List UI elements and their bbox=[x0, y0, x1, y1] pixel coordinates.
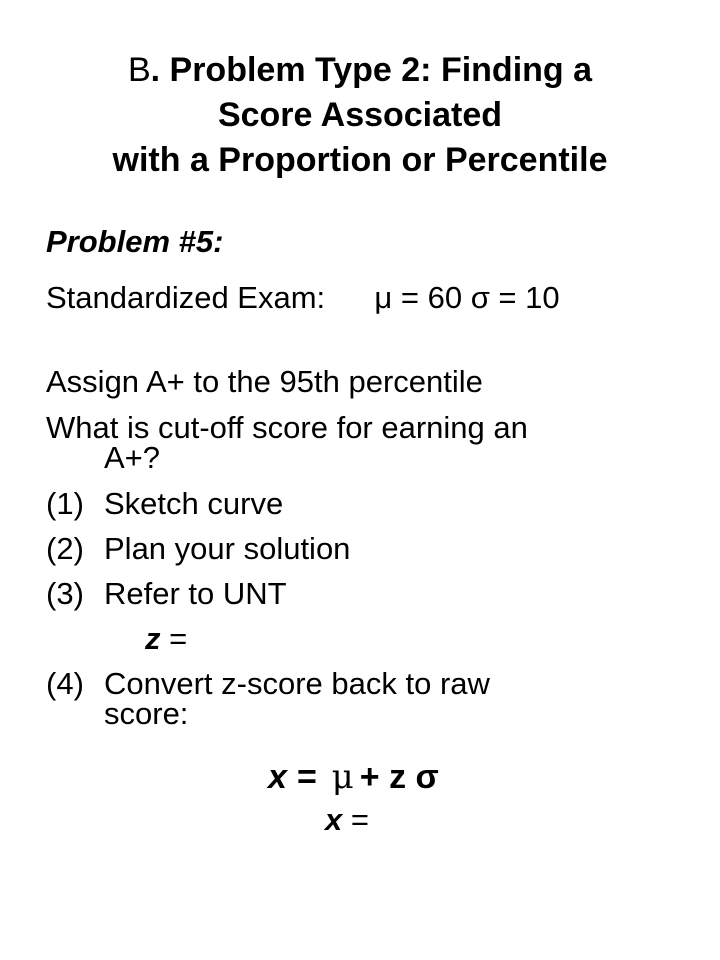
title-prefix: B bbox=[127, 51, 151, 89]
step-2 bbox=[46, 531, 350, 567]
x-variable: x bbox=[325, 802, 343, 837]
step-number: (4) bbox=[46, 666, 84, 701]
problem-label: Problem #5: bbox=[46, 224, 224, 259]
title-line-1-text: . Problem Type 2: Finding a bbox=[150, 51, 593, 89]
formula-right: + z σ bbox=[359, 758, 439, 796]
exam-parameters-line bbox=[46, 280, 560, 316]
title-line-2: Score Associated bbox=[217, 96, 503, 134]
title-line-3: with a Proportion or Percentile bbox=[112, 141, 608, 179]
z-variable: z bbox=[145, 621, 161, 656]
step-number: (3) bbox=[46, 576, 84, 611]
z-equals: = bbox=[160, 621, 188, 656]
assignment-text: Assign A+ to the 95th percentile bbox=[46, 364, 483, 399]
conversion-formula bbox=[268, 757, 439, 797]
step-1 bbox=[46, 486, 283, 522]
x-result-line bbox=[325, 802, 369, 838]
title-line-1 bbox=[30, 48, 690, 93]
question-line-1: What is cut-off score for earning an bbox=[46, 410, 528, 445]
slide-title bbox=[30, 48, 690, 183]
formula-left: x = bbox=[268, 758, 326, 796]
step-number: (2) bbox=[46, 531, 84, 566]
mu-symbol: μ bbox=[331, 757, 354, 797]
step-text: Refer to UNT bbox=[104, 576, 287, 611]
exam-parameters: μ = 60 σ = 10 bbox=[374, 280, 560, 315]
z-result-line bbox=[145, 621, 187, 657]
step-4-continuation: score: bbox=[104, 696, 189, 731]
x-equals: = bbox=[342, 802, 369, 837]
step-3 bbox=[46, 576, 287, 612]
exam-label: Standardized Exam: bbox=[46, 280, 326, 315]
step-text: Plan your solution bbox=[104, 531, 351, 566]
step-number: (1) bbox=[46, 486, 84, 521]
step-text: Sketch curve bbox=[104, 486, 284, 521]
step-text: Convert z-score back to raw bbox=[104, 666, 490, 701]
question-line-2: A+? bbox=[104, 440, 161, 475]
